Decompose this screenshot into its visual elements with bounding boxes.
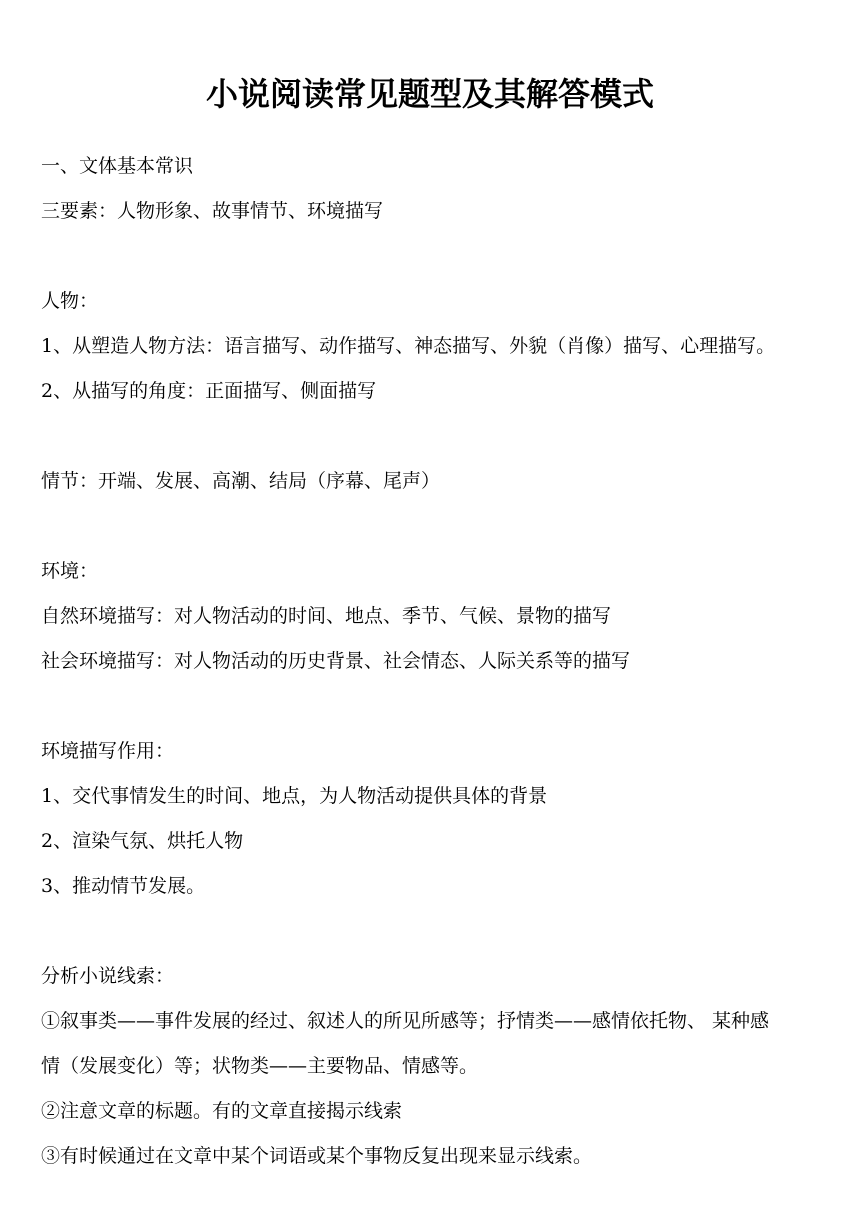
clues-item-1-line-1: ①叙事类——事件发展的经过、叙述人的所见所感等；抒情类——感情依托物、 某种感: [41, 1010, 770, 1032]
environment-function-item-2: 2、渲染气氛、烘托人物: [41, 830, 244, 852]
clues-item-2: ②注意文章的标题。有的文章直接揭示线索: [41, 1100, 403, 1122]
environment-function-item-1: 1、交代事情发生的时间、地点，为人物活动提供具体的背景: [41, 785, 548, 807]
social-environment-line: 社会环境描写：对人物活动的历史背景、社会情态、人际关系等的描写: [41, 650, 631, 672]
environment-function-heading: 环境描写作用：: [41, 740, 175, 762]
section-heading-basic-knowledge: 一、文体基本常识: [41, 155, 194, 177]
environment-heading: 环境：: [41, 560, 99, 582]
three-elements-line: 三要素：人物形象、故事情节、环境描写: [41, 200, 384, 222]
natural-environment-line: 自然环境描写：对人物活动的时间、地点、季节、气候、景物的描写: [41, 605, 612, 627]
environment-function-item-3: 3、推动情节发展。: [41, 875, 206, 897]
page-title: 小说阅读常见题型及其解答模式: [205, 75, 654, 113]
plot-line: 情节：开端、发展、高潮、结局（序幕、尾声）: [41, 470, 441, 492]
character-item-1: 1、从塑造人物方法：语言描写、动作描写、神态描写、外貌（肖像）描写、心理描写。: [41, 335, 776, 357]
character-item-2: 2、从描写的角度：正面描写、侧面描写: [41, 380, 377, 402]
clues-item-3: ③有时候通过在文章中某个词语或某个事物反复出现来显示线索。: [41, 1145, 593, 1167]
clues-heading: 分析小说线索：: [41, 965, 175, 987]
character-heading: 人物：: [41, 290, 99, 312]
clues-item-1-line-2: 情（发展变化）等；状物类——主要物品、情感等。: [41, 1055, 479, 1077]
